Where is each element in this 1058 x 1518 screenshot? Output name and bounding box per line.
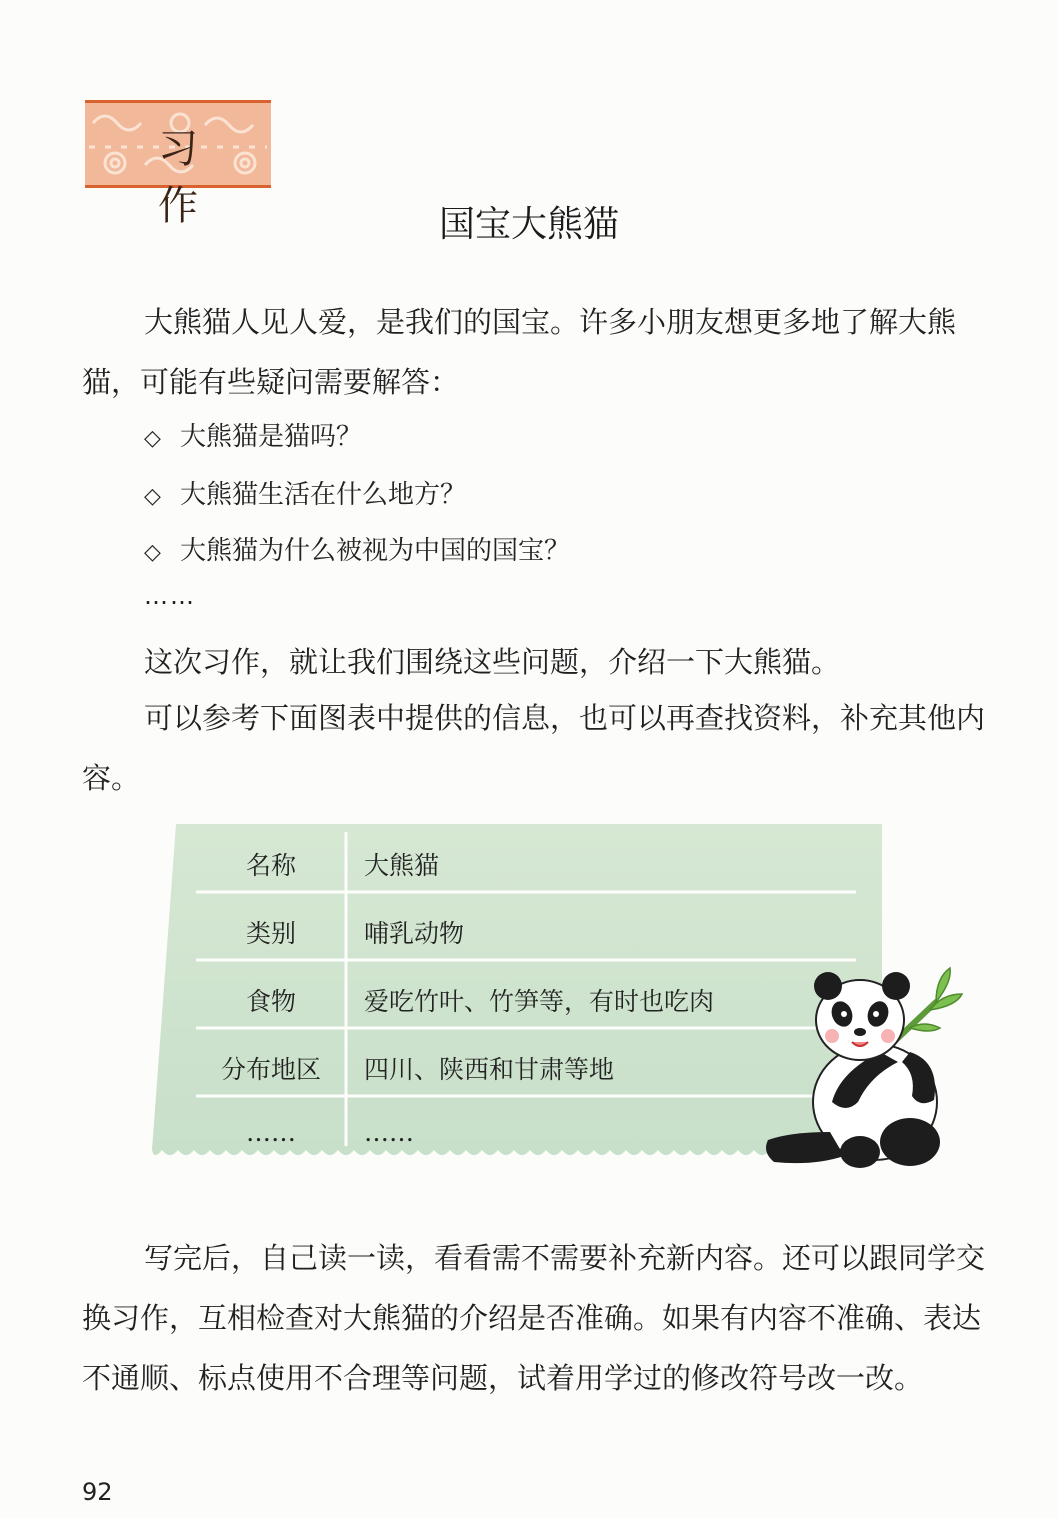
question-item	[144, 530, 570, 567]
instruction-paragraph-1: 这次习作，就让我们围绕这些问题，介绍一下大熊猫。	[144, 645, 841, 679]
table-row	[176, 960, 856, 1028]
table-label: 食物	[245, 987, 296, 1016]
question-item	[144, 416, 362, 453]
table-label: 类别	[245, 919, 296, 948]
table-label: 分布地区	[220, 1055, 321, 1084]
panda-illustration	[760, 962, 960, 1172]
table-label: 名称	[245, 851, 296, 880]
table-row	[176, 824, 856, 892]
table-value: 爱吃竹叶、竹笋等，有时也吃肉	[364, 987, 715, 1016]
question-text: 大熊猫是猫吗？	[180, 422, 363, 452]
table-value: 哺乳动物	[364, 919, 465, 948]
question-text: 大熊猫生活在什么地方？	[180, 480, 467, 510]
page-title: 国宝大熊猫	[438, 204, 619, 245]
table-value: 四川、陕西和甘肃等地	[364, 1055, 615, 1084]
question-item	[144, 474, 466, 511]
table-row	[176, 1096, 856, 1164]
intro-paragraph: 大熊猫人见人爱，是我们的国宝。许多小朋友想更多地了解大熊猫，可能有些疑问需要解答：	[82, 305, 957, 399]
diamond-icon: ◇	[144, 426, 161, 451]
table-row	[176, 1028, 856, 1096]
table-value: ……	[364, 1118, 414, 1147]
diamond-icon: ◇	[144, 484, 161, 509]
closing-paragraph: 写完后，自己读一读，看看需不需要补充新内容。还可以跟同学交换习作，互相检查对大熊猫的介绍是否准确。如果有内容不准确、表达不通顺、标点使用不合理等问题，试着用学过的修改符号改一改。	[82, 1241, 986, 1395]
question-text: 大熊猫为什么被视为中国的国宝？	[180, 536, 571, 566]
table-row	[176, 892, 856, 960]
questions-ellipsis: ……	[144, 582, 196, 610]
table-value: 大熊猫	[364, 851, 440, 880]
instruction-paragraph-2: 可以参考下面图表中提供的信息，也可以再查找资料，补充其他内容。	[82, 701, 986, 795]
page-number: 92	[82, 1478, 113, 1506]
section-badge	[85, 100, 271, 229]
section-label: 习 作	[158, 126, 240, 229]
diamond-icon: ◇	[144, 540, 161, 565]
table-label: ……	[246, 1118, 296, 1147]
